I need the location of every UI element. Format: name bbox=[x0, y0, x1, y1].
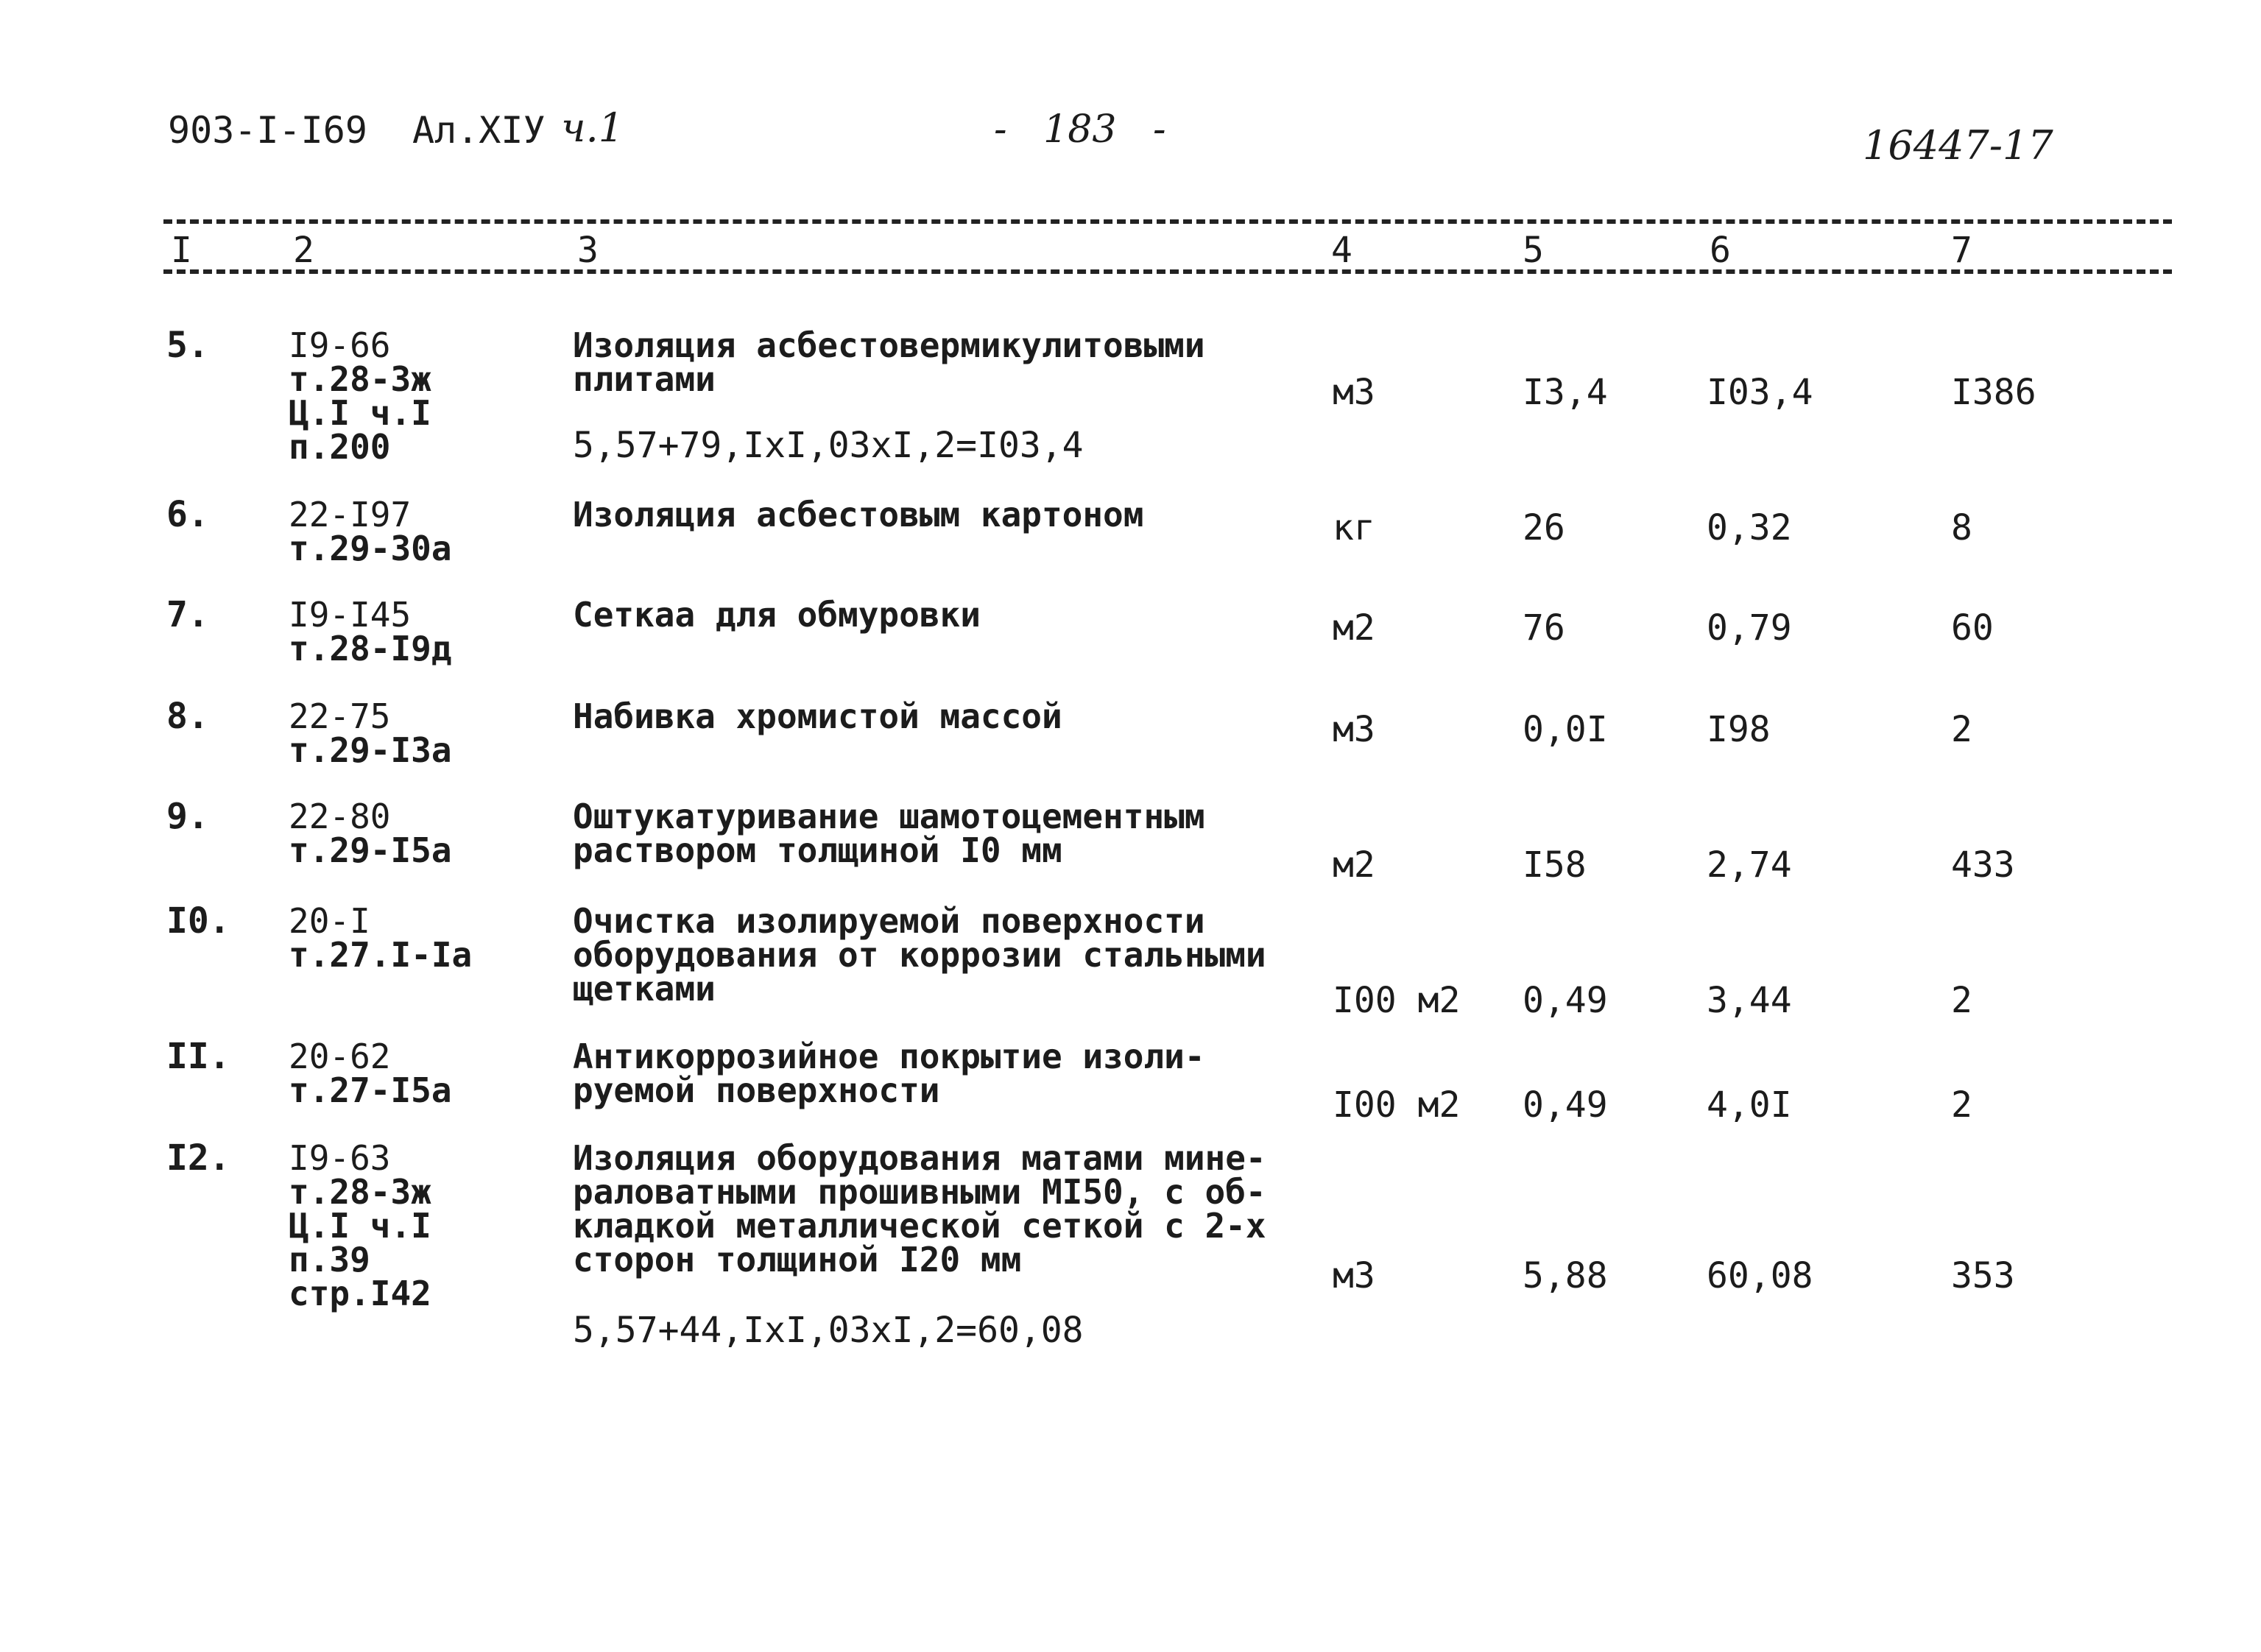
rate-code-line: I9-66 bbox=[289, 325, 391, 365]
table-top-rule bbox=[163, 219, 2172, 224]
work-description-line: оборудования от коррозии стальными bbox=[573, 935, 1266, 975]
unit-price: 0,32 bbox=[1707, 507, 1792, 548]
rate-code-line: Ц.I ч.I bbox=[289, 1206, 431, 1246]
work-description bbox=[573, 901, 1266, 1009]
row-number: 7. bbox=[166, 594, 209, 635]
sheet-number: 16447-17 bbox=[1863, 122, 2053, 169]
quantity: I3,4 bbox=[1523, 372, 1608, 413]
rate-code-line: т.27-I5а bbox=[289, 1070, 452, 1110]
rate-code bbox=[289, 901, 473, 975]
unit-of-measure: м2 bbox=[1333, 607, 1375, 649]
row-number: II. bbox=[166, 1036, 230, 1077]
work-description-line: руемой поверхности bbox=[573, 1070, 940, 1110]
work-description-line: сторон толщиной I20 мм bbox=[573, 1240, 1022, 1279]
unit-price: 0,79 bbox=[1707, 607, 1792, 649]
quantity: 76 bbox=[1523, 607, 1565, 649]
rate-code-line: п.39 bbox=[289, 1240, 370, 1279]
part-label: ч.1 bbox=[561, 105, 624, 151]
rate-code-line: стр.I42 bbox=[289, 1274, 431, 1313]
rate-code bbox=[289, 1037, 452, 1110]
row-number: 8. bbox=[166, 696, 209, 737]
work-description-line: Антикоррозийное покрытие изоли- bbox=[573, 1037, 1205, 1076]
work-description bbox=[573, 325, 1205, 399]
rate-code-line: т.29-I3а bbox=[289, 730, 452, 770]
row-number: 6. bbox=[166, 494, 209, 535]
quantity: 0,49 bbox=[1523, 1084, 1608, 1126]
work-description-line: Изоляция асбестовым картоном bbox=[573, 495, 1144, 534]
rate-code bbox=[289, 797, 452, 870]
row-number: 5. bbox=[166, 325, 209, 366]
total-cost: 2 bbox=[1951, 980, 1972, 1021]
unit-price: 4,0I bbox=[1707, 1084, 1792, 1126]
unit-price: 60,08 bbox=[1707, 1255, 1813, 1296]
unit-of-measure: кг bbox=[1333, 507, 1375, 548]
rate-code-line: т.28-3ж bbox=[289, 359, 431, 399]
rate-code bbox=[289, 696, 452, 770]
unit-price: I03,4 bbox=[1707, 372, 1813, 413]
unit-of-measure: I00 м2 bbox=[1333, 1084, 1461, 1126]
total-cost: 2 bbox=[1951, 709, 1972, 750]
page-number: - 183 - bbox=[994, 107, 1166, 152]
rate-code bbox=[289, 325, 431, 467]
work-description bbox=[573, 696, 1062, 736]
quantity: 0,49 bbox=[1523, 980, 1608, 1021]
unit-price: 2,74 bbox=[1707, 844, 1792, 886]
work-description-line: Изоляция асбестовермикулитовыми bbox=[573, 325, 1205, 365]
page-header bbox=[0, 0, 2261, 191]
rate-code-line: т.27.I-Iа bbox=[289, 935, 473, 975]
column-number-6: 6 bbox=[1710, 230, 1731, 271]
rate-code-line: 20-62 bbox=[289, 1037, 391, 1076]
row-number: I2. bbox=[166, 1137, 230, 1179]
total-cost: 8 bbox=[1951, 507, 1972, 548]
rate-code-line: Ц.I ч.I bbox=[289, 393, 431, 433]
quantity: 26 bbox=[1523, 507, 1565, 548]
column-number-I: I bbox=[171, 230, 192, 271]
document-code: 903-I-I69 bbox=[168, 109, 367, 152]
work-description-line: Сеткаа для обмуровки bbox=[573, 595, 981, 635]
rate-code-line: п.200 bbox=[289, 427, 391, 467]
work-description-line: Очистка изолируемой поверхности bbox=[573, 901, 1205, 941]
work-description-line: Набивка хромистой массой bbox=[573, 696, 1062, 736]
rate-code bbox=[289, 495, 452, 568]
rate-code bbox=[289, 1138, 431, 1313]
unit-of-measure: м3 bbox=[1333, 709, 1375, 750]
calculation-formula: 5,57+44,IxI,03xI,2=60,08 bbox=[573, 1310, 1084, 1351]
album-label: Ал.XIУ bbox=[412, 109, 546, 152]
row-number: 9. bbox=[166, 796, 209, 837]
total-cost: I386 bbox=[1951, 372, 2036, 413]
total-cost: 433 bbox=[1951, 844, 2015, 886]
rate-code-line: 22-I97 bbox=[289, 495, 412, 534]
table-header-rule bbox=[163, 269, 2172, 274]
unit-of-measure: м3 bbox=[1333, 372, 1375, 413]
column-number-5: 5 bbox=[1523, 230, 1544, 271]
unit-price: I98 bbox=[1707, 709, 1771, 750]
work-description-line: Оштукатуривание шамотоцементным bbox=[573, 797, 1205, 836]
rate-code-line: т.29-I5а bbox=[289, 830, 452, 870]
unit-of-measure: I00 м2 bbox=[1333, 980, 1461, 1021]
work-description-line: раствором толщиной I0 мм bbox=[573, 830, 1062, 870]
column-number-4: 4 bbox=[1331, 230, 1352, 271]
work-description bbox=[573, 595, 981, 635]
total-cost: 353 bbox=[1951, 1255, 2015, 1296]
total-cost: 60 bbox=[1951, 607, 1994, 649]
column-number-7: 7 bbox=[1951, 230, 1972, 271]
column-number-2: 2 bbox=[293, 230, 314, 271]
rate-code-line: т.28-I9д bbox=[289, 629, 452, 668]
work-description-line: кладкой металлической сеткой с 2-х bbox=[573, 1206, 1266, 1246]
calculation-formula: 5,57+79,IxI,03xI,2=I03,4 bbox=[573, 425, 1084, 466]
work-description-line: раловатными прошивными МI50, с об- bbox=[573, 1172, 1266, 1212]
total-cost: 2 bbox=[1951, 1084, 1972, 1126]
unit-of-measure: м3 bbox=[1333, 1255, 1375, 1296]
rate-code-line: т.28-3ж bbox=[289, 1172, 431, 1212]
rate-code-line: т.29-30а bbox=[289, 529, 452, 568]
work-description bbox=[573, 797, 1205, 870]
work-description-line: Изоляция оборудования матами мине- bbox=[573, 1138, 1266, 1178]
rate-code bbox=[289, 595, 452, 668]
work-description bbox=[573, 495, 1144, 534]
work-description bbox=[573, 1138, 1266, 1279]
work-description-line: щетками bbox=[573, 969, 716, 1009]
work-description bbox=[573, 1037, 1205, 1110]
quantity: I58 bbox=[1523, 844, 1587, 886]
row-number: I0. bbox=[166, 900, 230, 942]
rate-code-line: 22-80 bbox=[289, 797, 391, 836]
work-description-line: плитами bbox=[573, 359, 716, 399]
unit-of-measure: м2 bbox=[1333, 844, 1375, 886]
rate-code-line: I9-I45 bbox=[289, 595, 412, 635]
rate-code-line: 22-75 bbox=[289, 696, 391, 736]
quantity: 0,0I bbox=[1523, 709, 1608, 750]
column-number-3: 3 bbox=[577, 230, 599, 271]
rate-code-line: I9-63 bbox=[289, 1138, 391, 1178]
quantity: 5,88 bbox=[1523, 1255, 1608, 1296]
unit-price: 3,44 bbox=[1707, 980, 1792, 1021]
rate-code-line: 20-I bbox=[289, 901, 370, 941]
